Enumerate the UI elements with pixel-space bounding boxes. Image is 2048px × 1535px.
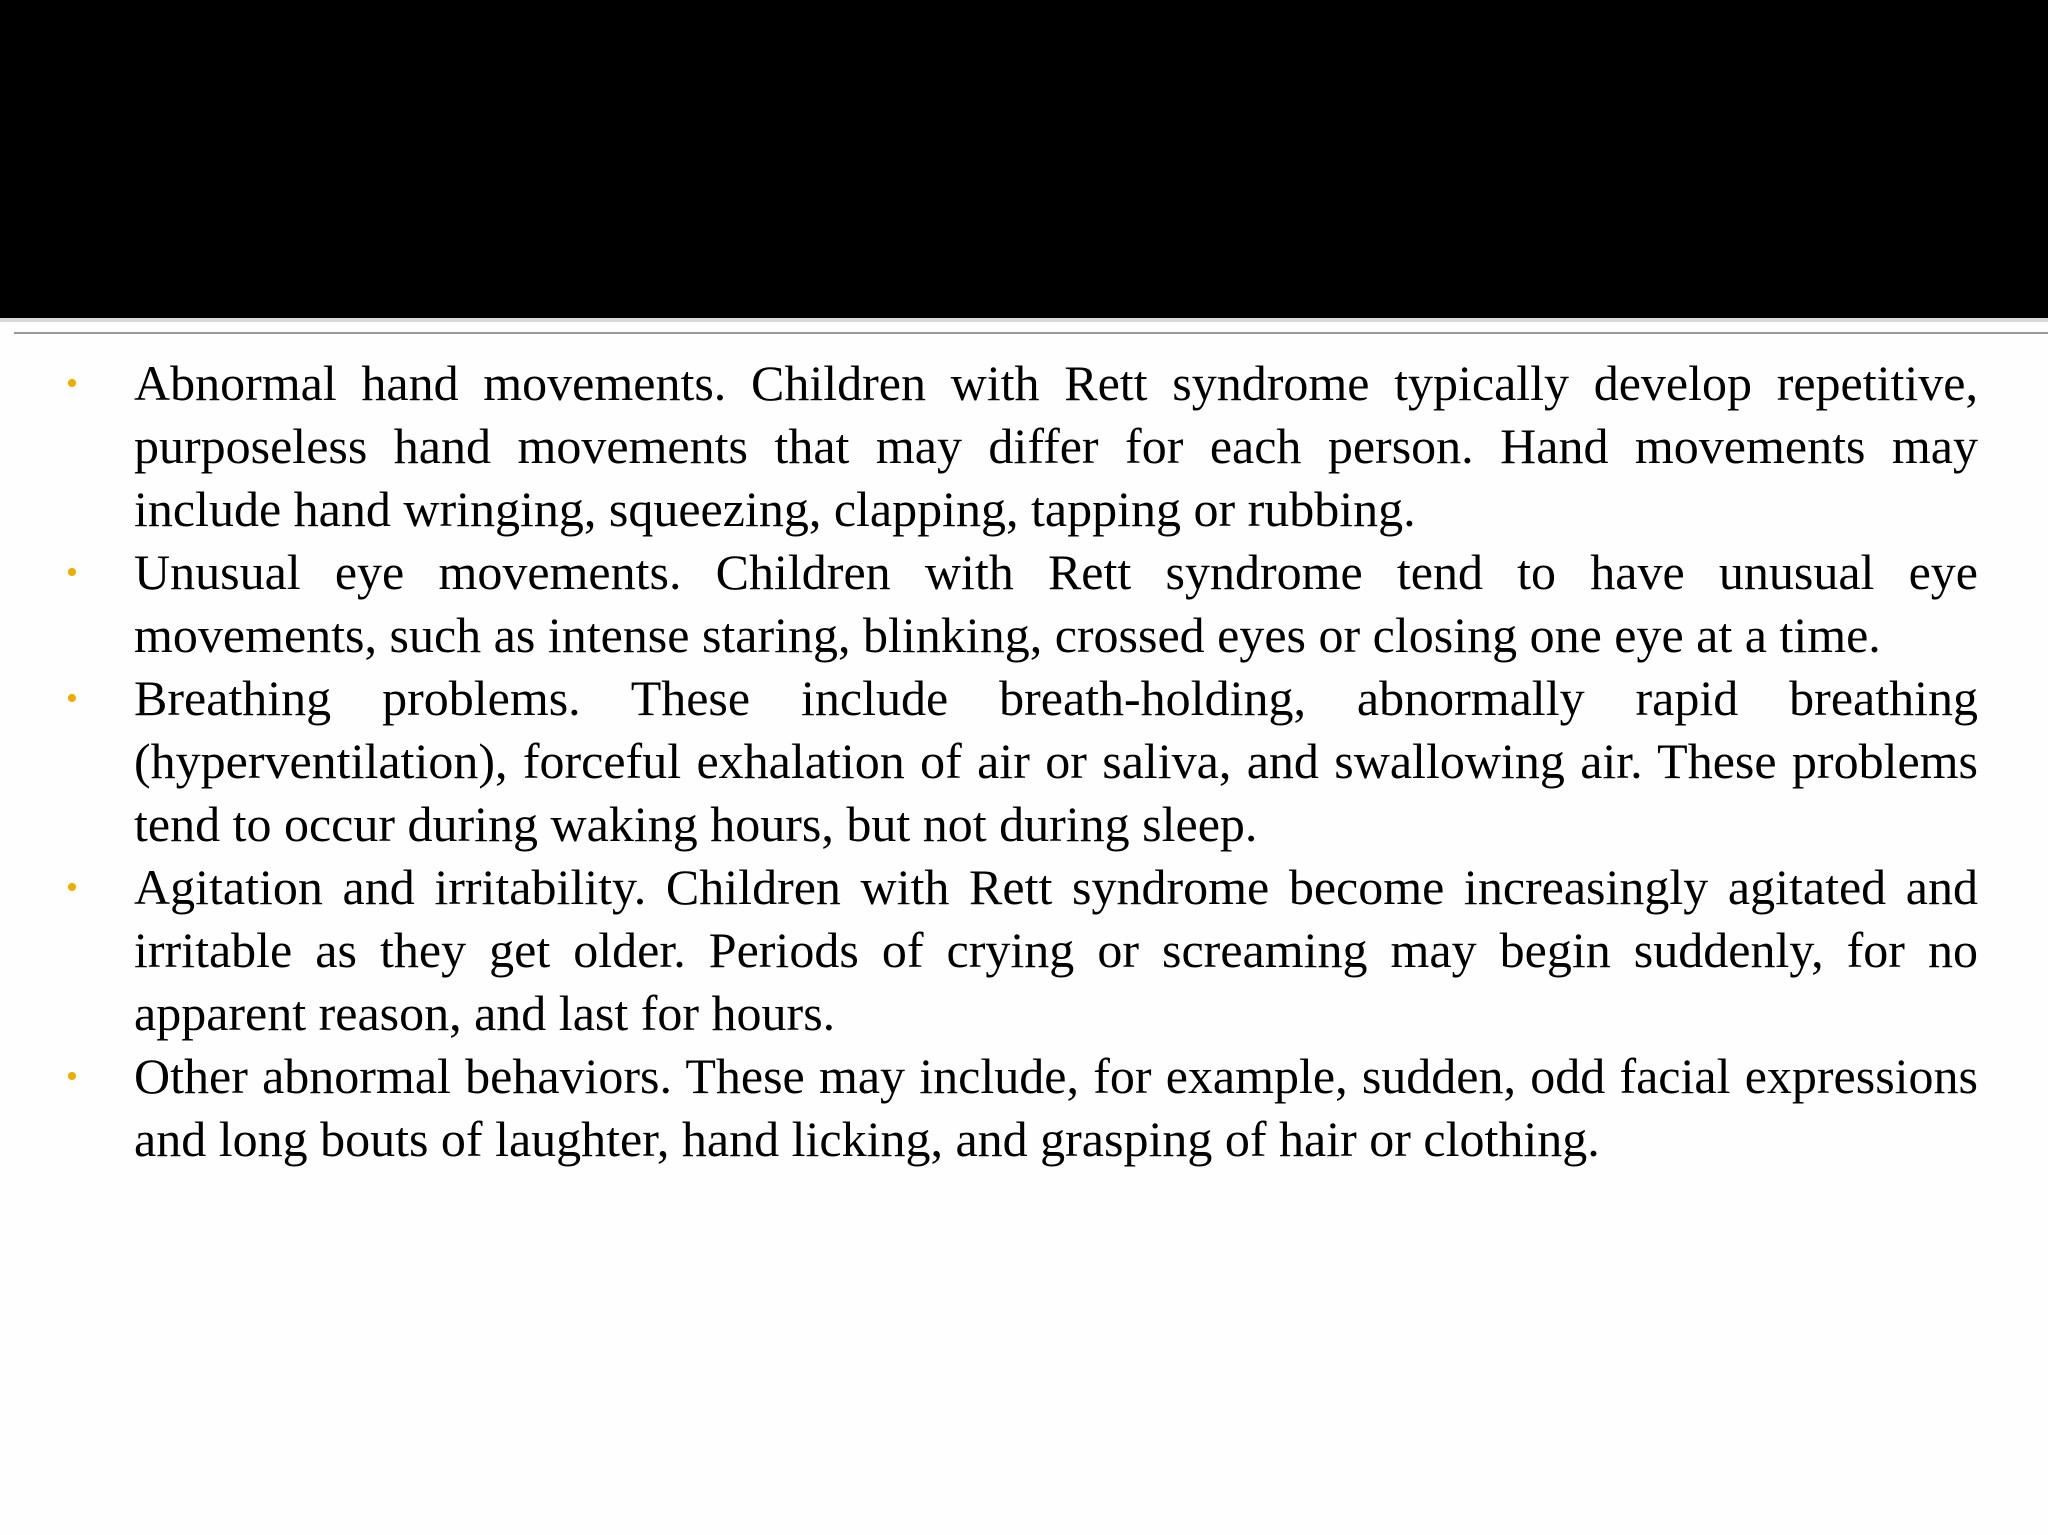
bullet-text: Other abnormal behaviors. These may include, for example, sudden, odd facial expressions and long bouts of laughter, hand licking, and grasping of hair or clothing. bbox=[134, 1048, 1978, 1167]
bullet-item-hand-movements bbox=[0, 352, 2048, 541]
bullet-dot-icon: • bbox=[66, 554, 78, 591]
bullet-text: Agitation and irritability. Children with Rett syndrome become increasingly agitated and irritable as they get older. Periods of crying or screaming may begin suddenly, for no apparent reason, and last for hours. bbox=[134, 859, 1978, 1041]
bullet-text: Breathing problems. These include breath-holding, abnormally rapid breathing (hyperventilation), forceful exhalation of air or saliva, and swallowing air. These problems tend to occur during waking hours, but not during sleep. bbox=[134, 670, 1978, 852]
bullet-item-other-behaviors bbox=[0, 1045, 2048, 1171]
bullet-dot-icon: • bbox=[66, 1058, 78, 1095]
header-divider bbox=[14, 332, 2048, 334]
bullet-dot-icon: • bbox=[66, 365, 78, 402]
bullet-item-eye-movements bbox=[0, 541, 2048, 667]
bullet-text: Abnormal hand movements. Children with Rett syndrome typically develop repetitive, purposeless hand movements that may differ for each person. Hand movements may include hand wringing, squeezing, clapping, tapping or rubbing. bbox=[134, 355, 1978, 537]
bullet-list bbox=[0, 352, 2048, 1171]
bullet-dot-icon: • bbox=[66, 869, 78, 906]
bullet-item-breathing-problems bbox=[0, 667, 2048, 856]
bullet-text: Unusual eye movements. Children with Rett syndrome tend to have unusual eye movements, such as intense staring, blinking, crossed eyes or closing one eye at a time. bbox=[134, 544, 1978, 663]
title-band bbox=[0, 0, 2048, 318]
title-band-edge bbox=[0, 318, 2048, 322]
bullet-item-agitation bbox=[0, 856, 2048, 1045]
bullet-dot-icon: • bbox=[66, 680, 78, 717]
